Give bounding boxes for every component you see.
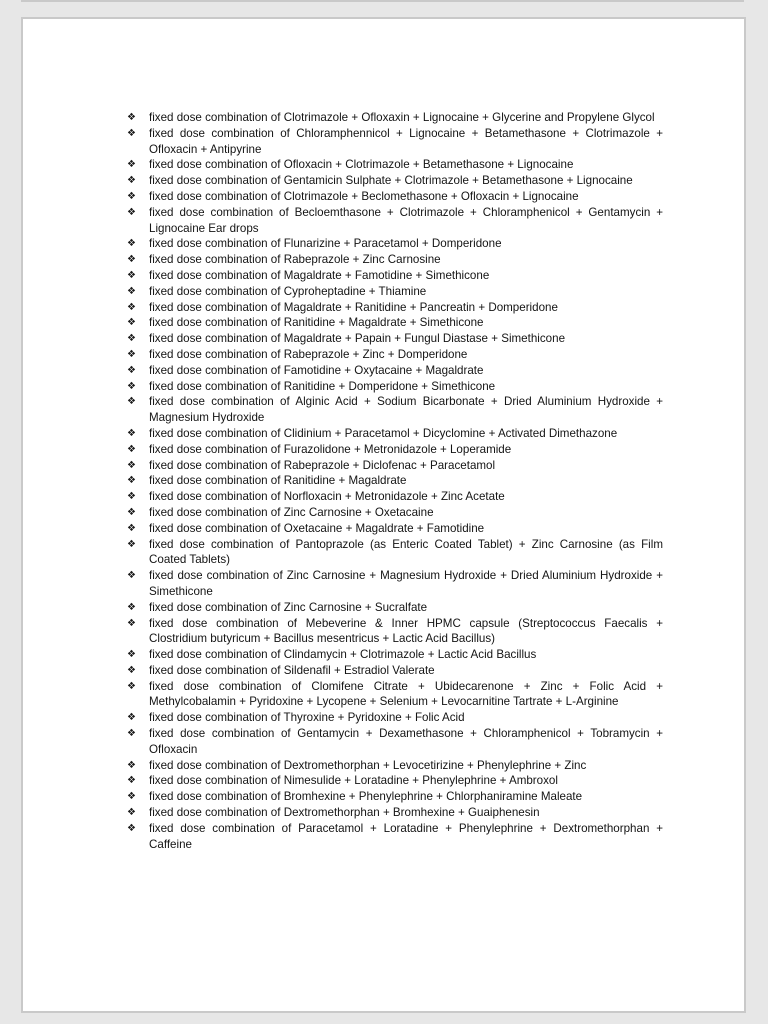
diamond-bullet-icon: ❖ bbox=[127, 601, 136, 613]
diamond-bullet-icon: ❖ bbox=[127, 491, 136, 503]
list-item bbox=[127, 537, 663, 569]
list-item-text: fixed dose combination of Famotidine + Oxytacaine + Magaldrate bbox=[149, 363, 484, 377]
list-item bbox=[127, 663, 663, 679]
diamond-bullet-icon: ❖ bbox=[127, 791, 136, 803]
diamond-bullet-icon: ❖ bbox=[127, 364, 136, 376]
list-item bbox=[127, 489, 663, 505]
diamond-bullet-icon: ❖ bbox=[127, 570, 136, 582]
list-item bbox=[127, 758, 663, 774]
diamond-bullet-icon: ❖ bbox=[127, 348, 136, 360]
list-item bbox=[127, 521, 663, 537]
list-item bbox=[127, 126, 663, 158]
diamond-bullet-icon: ❖ bbox=[127, 712, 136, 724]
diamond-bullet-icon: ❖ bbox=[127, 380, 136, 392]
diamond-bullet-icon: ❖ bbox=[127, 317, 136, 329]
list-item-text: fixed dose combination of Zinc Carnosine + Sucralfate bbox=[149, 600, 428, 614]
list-item bbox=[127, 600, 663, 616]
list-item bbox=[127, 789, 663, 805]
previous-page-edge bbox=[21, 0, 744, 2]
diamond-bullet-icon: ❖ bbox=[127, 664, 136, 676]
list-item-text: fixed dose combination of Magaldrate + Famotidine + Simethicone bbox=[149, 268, 490, 282]
list-item-text: fixed dose combination of Rabeprazole + Diclofenac + Paracetamol bbox=[149, 458, 496, 472]
list-item bbox=[127, 442, 663, 458]
list-item-text: fixed dose combination of Oxetacaine + Magaldrate + Famotidine bbox=[149, 521, 485, 535]
diamond-bullet-icon: ❖ bbox=[127, 269, 136, 281]
list-item bbox=[127, 236, 663, 252]
diamond-bullet-icon: ❖ bbox=[127, 333, 136, 345]
list-item bbox=[127, 110, 663, 126]
list-item bbox=[127, 315, 663, 331]
list-item bbox=[127, 284, 663, 300]
list-item-text: fixed dose combination of Alginic Acid + Sodium Bicarbonate + Dried Aluminium Hydroxide + Magnesium Hydroxide bbox=[149, 395, 663, 425]
list-item-text: fixed dose combination of Ranitidine + Magaldrate + Simethicone bbox=[149, 316, 484, 330]
list-item-text: fixed dose combination of Norfloxacin + Metronidazole + Zinc Acetate bbox=[149, 490, 505, 504]
list-item bbox=[127, 726, 663, 758]
list-item bbox=[127, 616, 663, 648]
list-item-text: fixed dose combination of Gentamycin + Dexamethasone + Chloramphenicol + Tobramycin + Ofloxacin bbox=[149, 727, 663, 756]
list-item bbox=[127, 157, 663, 173]
list-item-text: fixed dose combination of Clomifene Citrate + Ubidecarenone + Zinc + Folic Acid + Methylcobalamin + Pyridoxine + Lycopene + Selenium + Levocarnitine Tartrate + L-Arginine bbox=[149, 679, 663, 709]
diamond-bullet-icon: ❖ bbox=[127, 807, 136, 819]
list-item bbox=[127, 268, 663, 284]
diamond-bullet-icon: ❖ bbox=[127, 190, 136, 202]
diamond-bullet-icon: ❖ bbox=[127, 206, 136, 218]
list-item bbox=[127, 710, 663, 726]
list-item bbox=[127, 347, 663, 363]
list-item-text: fixed dose combination of Thyroxine + Pyridoxine + Folic Acid bbox=[149, 711, 465, 725]
list-item-text: fixed dose combination of Clotrimazole + Beclomethasone + Ofloxacin + Lignocaine bbox=[149, 189, 579, 203]
list-item-text: fixed dose combination of Sildenafil + Estradiol Valerate bbox=[149, 663, 435, 677]
diamond-bullet-icon: ❖ bbox=[127, 254, 136, 266]
list-item bbox=[127, 458, 663, 474]
drug-combination-list bbox=[127, 110, 663, 852]
list-item bbox=[127, 189, 663, 205]
diamond-bullet-icon: ❖ bbox=[127, 443, 136, 455]
list-item bbox=[127, 252, 663, 268]
diamond-bullet-icon: ❖ bbox=[127, 238, 136, 250]
list-item-text: fixed dose combination of Zinc Carnosine + Oxetacaine bbox=[149, 505, 434, 519]
list-item-text: fixed dose combination of Clotrimazole + Ofloxaxin + Lignocaine + Glycerine and Propylene Glycol bbox=[149, 111, 655, 124]
list-item-text: fixed dose combination of Chloramphennicol + Lignocaine + Betamethasone + Clotrimazole + Ofloxacin + Antipyrine bbox=[149, 126, 663, 156]
diamond-bullet-icon: ❖ bbox=[127, 775, 136, 787]
diamond-bullet-icon: ❖ bbox=[127, 396, 136, 408]
diamond-bullet-icon: ❖ bbox=[127, 127, 136, 139]
list-item-text: fixed dose combination of Cyproheptadine + Thiamine bbox=[149, 284, 427, 298]
diamond-bullet-icon: ❖ bbox=[127, 728, 136, 740]
list-item bbox=[127, 473, 663, 489]
list-item-text: fixed dose combination of Rabeprazole + Zinc Carnosine bbox=[149, 253, 441, 267]
list-item bbox=[127, 568, 663, 600]
list-item bbox=[127, 300, 663, 316]
diamond-bullet-icon: ❖ bbox=[127, 112, 136, 123]
diamond-bullet-icon: ❖ bbox=[127, 680, 136, 692]
list-item bbox=[127, 173, 663, 189]
list-item-text: fixed dose combination of Zinc Carnosine + Magnesium Hydroxide + Dried Aluminium Hydroxide + Simethicone bbox=[149, 569, 663, 598]
list-item bbox=[127, 426, 663, 442]
list-item-text: fixed dose combination of Dextromethorphan + Bromhexine + Guaiphenesin bbox=[149, 806, 540, 820]
diamond-bullet-icon: ❖ bbox=[127, 522, 136, 534]
list-item-text: fixed dose combination of Flunarizine + Paracetamol + Domperidone bbox=[149, 237, 502, 251]
list-item-text: fixed dose combination of Gentamicin Sulphate + Clotrimazole + Betamethasone + Lignocaine bbox=[149, 174, 633, 188]
list-item-text: fixed dose combination of Paracetamol + Loratadine + Phenylephrine + Dextromethorphan + Caffeine bbox=[149, 821, 663, 851]
list-item-text: fixed dose combination of Mebeverine & Inner HPMC capsule (Streptococcus Faecalis + Clostridium butyricum + Bacillus mesentricus + Lactic Acid Bacillus) bbox=[149, 616, 663, 646]
list-item bbox=[127, 805, 663, 821]
diamond-bullet-icon: ❖ bbox=[127, 506, 136, 518]
diamond-bullet-icon: ❖ bbox=[127, 475, 136, 487]
list-item-text: fixed dose combination of Magaldrate + Ranitidine + Pancreatin + Domperidone bbox=[149, 300, 558, 314]
list-item-text: fixed dose combination of Dextromethorphan + Levocetirizine + Phenylephrine + Zinc bbox=[149, 758, 587, 772]
list-item bbox=[127, 773, 663, 789]
list-item-text: fixed dose combination of Clindamycin + Clotrimazole + Lactic Acid Bacillus bbox=[149, 648, 537, 662]
list-item bbox=[127, 363, 663, 379]
diamond-bullet-icon: ❖ bbox=[127, 759, 136, 771]
diamond-bullet-icon: ❖ bbox=[127, 459, 136, 471]
list-item-text: fixed dose combination of Ofloxacin + Clotrimazole + Betamethasone + Lignocaine bbox=[149, 158, 574, 172]
diamond-bullet-icon: ❖ bbox=[127, 285, 136, 297]
diamond-bullet-icon: ❖ bbox=[127, 175, 136, 187]
diamond-bullet-icon: ❖ bbox=[127, 649, 136, 661]
list-item bbox=[127, 647, 663, 663]
diamond-bullet-icon: ❖ bbox=[127, 159, 136, 171]
list-item-text: fixed dose combination of Nimesulide + Loratadine + Phenylephrine + Ambroxol bbox=[149, 774, 558, 788]
diamond-bullet-icon: ❖ bbox=[127, 617, 136, 629]
list-item bbox=[127, 331, 663, 347]
list-item-text: fixed dose combination of Ranitidine + Domperidone + Simethicone bbox=[149, 379, 496, 393]
diamond-bullet-icon: ❖ bbox=[127, 822, 136, 834]
list-item bbox=[127, 205, 663, 237]
list-item bbox=[127, 679, 663, 711]
list-item-text: fixed dose combination of Magaldrate + Papain + Fungul Diastase + Simethicone bbox=[149, 332, 566, 346]
list-item bbox=[127, 821, 663, 853]
list-item-text: fixed dose combination of Furazolidone + Metronidazole + Loperamide bbox=[149, 442, 512, 456]
list-item-text: fixed dose combination of Rabeprazole + Zinc + Domperidone bbox=[149, 347, 468, 361]
list-item-text: fixed dose combination of Bromhexine + Phenylephrine + Chlorphaniramine Maleate bbox=[149, 790, 583, 804]
list-item-text: fixed dose combination of Pantoprazole (as Enteric Coated Tablet) + Zinc Carnosine (as Film Coated Tablets) bbox=[149, 537, 663, 567]
list-item-text: fixed dose combination of Clidinium + Paracetamol + Dicyclomine + Activated Dimethazone bbox=[149, 426, 618, 440]
diamond-bullet-icon: ❖ bbox=[127, 427, 136, 439]
list-item bbox=[127, 394, 663, 426]
list-item bbox=[127, 379, 663, 395]
list-item bbox=[127, 505, 663, 521]
list-item-text: fixed dose combination of Ranitidine + Magaldrate bbox=[149, 474, 407, 488]
diamond-bullet-icon: ❖ bbox=[127, 538, 136, 550]
diamond-bullet-icon: ❖ bbox=[127, 301, 136, 313]
document-page bbox=[21, 17, 746, 1013]
list-item-text: fixed dose combination of Becloemthasone + Clotrimazole + Chloramphenicol + Gentamycin + Lignocaine Ear drops bbox=[149, 205, 663, 235]
